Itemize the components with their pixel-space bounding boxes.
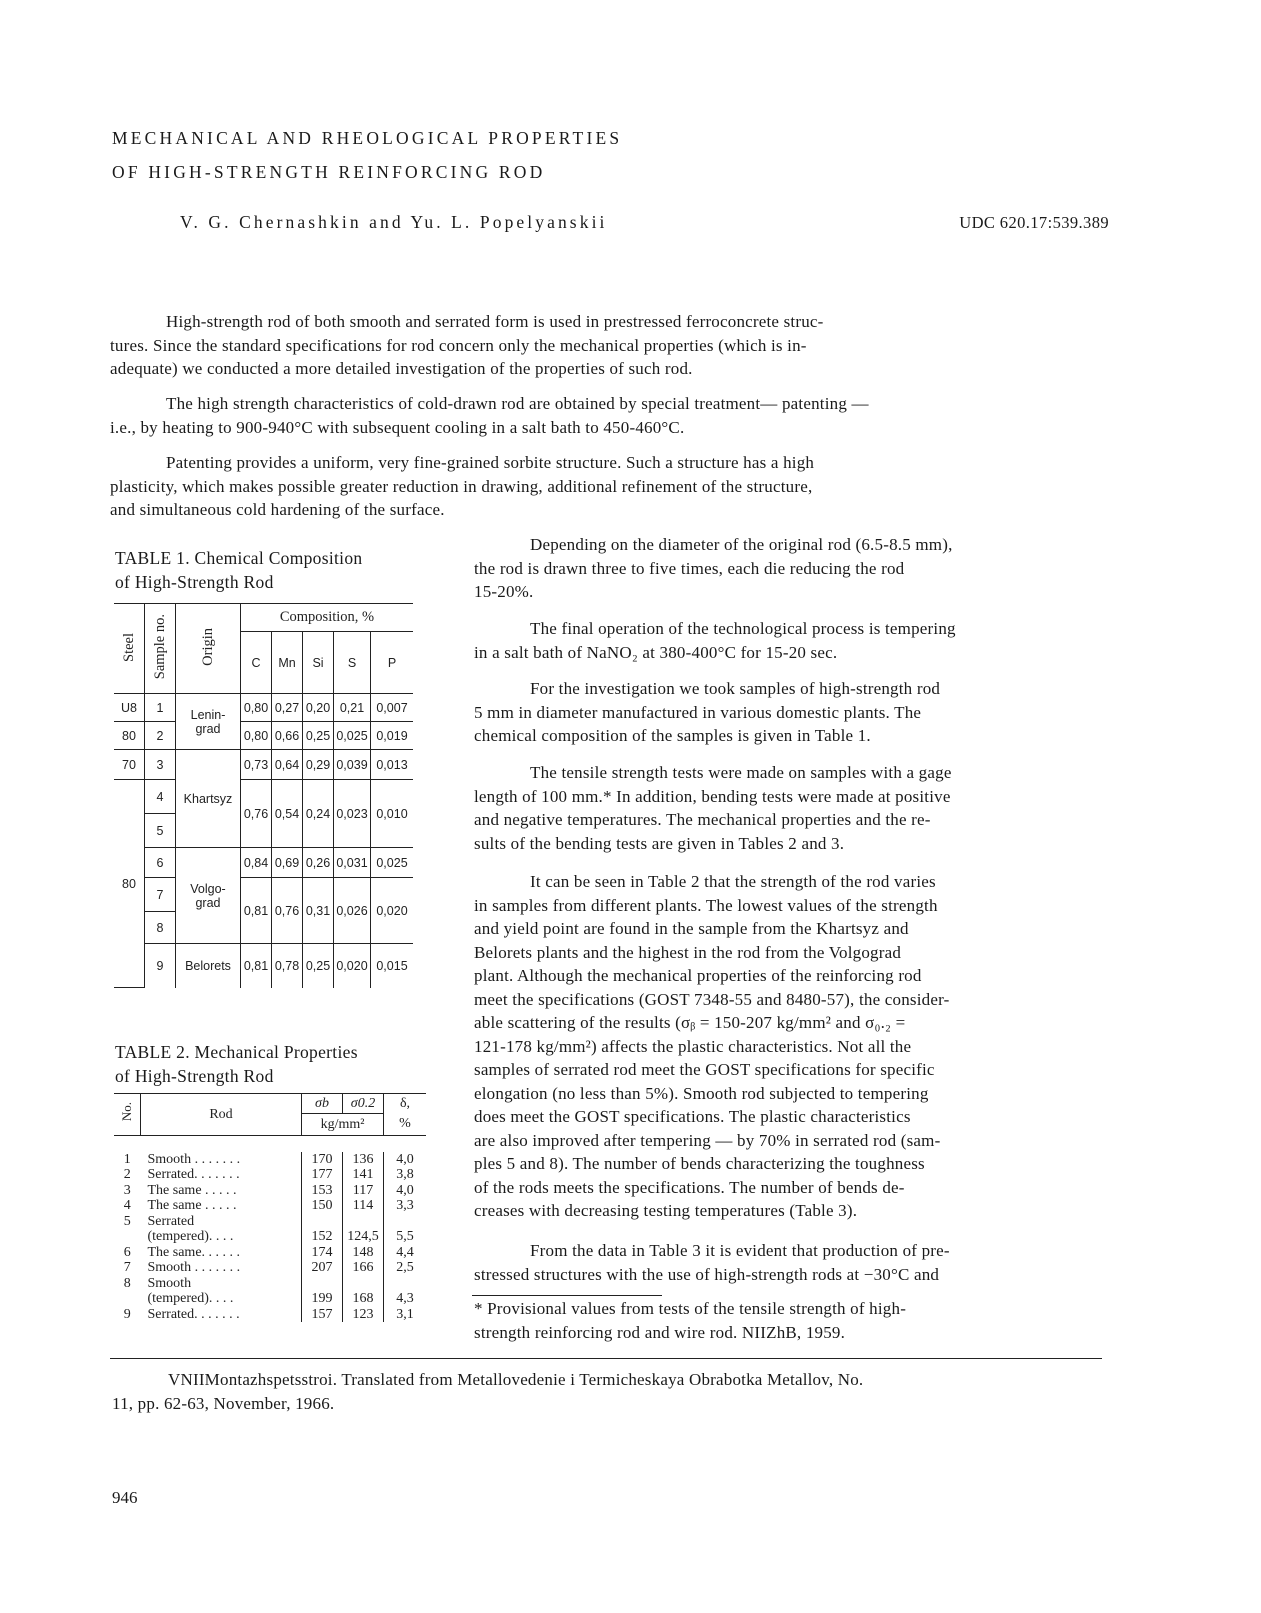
row-number: [114, 1291, 141, 1307]
row-number: 3: [123, 1182, 131, 1198]
origin-cell: Lenin- grad: [176, 694, 241, 750]
page-number: 946: [112, 1488, 138, 1507]
table-row: [114, 1183, 426, 1199]
text-line: in a salt bath of NaNO₂ at 380-400°C for 15-20 sec.: [474, 642, 838, 662]
origin-cell: Khartsyz: [176, 750, 241, 848]
value-cell: 0,025: [334, 722, 371, 750]
sigma-b-value: [302, 1214, 343, 1230]
value-cell: 0,013: [371, 750, 414, 780]
table1-caption: [115, 546, 362, 594]
value-cell: 0,019: [371, 722, 414, 750]
text-line: chemical composition of the samples is given in Table 1.: [474, 726, 871, 745]
sigma-b-value: 207: [302, 1260, 343, 1276]
text-line: stressed structures with the use of high-strength rods at −30°C and: [474, 1264, 940, 1284]
text-line: 15-20%.: [474, 582, 534, 601]
text-line: sults of the bending tests are given in Tables 2 and 3.: [474, 833, 845, 853]
value-cell: 0,010: [371, 780, 414, 848]
text-line: The final operation of the technological process is tempering: [530, 619, 956, 638]
sample-cell: 9: [145, 944, 176, 988]
rod-type: The same . . . . .: [147, 1182, 237, 1198]
text-line: VNIIMontazhspetsstroi. Translated from Metallovedenie i Termicheskaya Obrabotka Metallov, No.: [168, 1370, 864, 1389]
value-cell: 0,76: [241, 780, 272, 848]
header-label: Sample no.: [151, 614, 168, 680]
header-p: P: [371, 632, 414, 694]
steel-cell: 80: [114, 780, 145, 988]
delta-value: [384, 1276, 427, 1292]
sigma-b-value: 150: [302, 1198, 343, 1214]
text-line: * Provisional values from tests of the tensile strength of high-: [474, 1299, 907, 1318]
table-row: [114, 1245, 426, 1261]
delta-value: 4,0: [384, 1152, 427, 1168]
sigma-02-value: 168: [343, 1291, 384, 1307]
sample-cell: 3: [145, 750, 176, 780]
value-cell: 0,020: [334, 944, 371, 988]
sigma-02-value: 114: [343, 1198, 384, 1214]
table2: [114, 1093, 426, 1322]
value-cell: 0,015: [371, 944, 414, 988]
caption-line: TABLE 2. Mechanical Properties: [115, 1042, 358, 1062]
sigma-02-value: 136: [343, 1152, 384, 1168]
value-cell: 0,026: [334, 878, 371, 944]
rod-type: The same. . . . . .: [147, 1244, 241, 1260]
table-row: [114, 1307, 426, 1323]
header-sigma-b: σb: [302, 1094, 343, 1114]
intro-paragraph-3: [110, 451, 1098, 522]
sample-cell: 8: [145, 912, 176, 944]
sigma-b-value: 170: [302, 1152, 343, 1168]
title-line-1: MECHANICAL AND RHEOLOGICAL PROPERTIES: [112, 128, 623, 148]
separator-rule: [110, 1358, 1102, 1359]
right-paragraph-3: [474, 677, 1104, 748]
value-cell: 0,020: [371, 878, 414, 944]
text-line: For the investigation we took samples of high-strength rod: [530, 679, 941, 698]
row-number: 6: [123, 1244, 131, 1260]
value-cell: 0,25: [303, 944, 334, 988]
table-row: [114, 1167, 426, 1183]
text-line: From the data in Table 3 it is evident that production of pre-: [530, 1241, 950, 1260]
caption-line: of High-Strength Rod: [115, 1066, 274, 1086]
sigma-b-value: [302, 1276, 343, 1292]
sample-cell: 1: [145, 694, 176, 722]
text-line: ples 5 and 8). The number of bends characterizing the toughness: [474, 1154, 925, 1173]
value-cell: 0,27: [272, 694, 303, 722]
table-row: [114, 1276, 426, 1292]
header-label: Steel: [120, 632, 137, 662]
text-line: does meet the GOST specifications. The plastic characteristics: [474, 1107, 911, 1126]
right-paragraph-5: [474, 870, 1104, 1223]
sigma-02-value: [343, 1214, 384, 1230]
sigma-02-value: [343, 1276, 384, 1292]
caption-line: TABLE 1. Chemical Composition: [115, 548, 363, 568]
text-line: strength reinforcing rod and wire rod. NIIZhB, 1959.: [474, 1322, 846, 1342]
title-line-2: OF HIGH-STRENGTH REINFORCING ROD: [112, 162, 546, 182]
delta-value: 4,4: [384, 1245, 427, 1261]
rod-type: Serrated. . . . . . .: [147, 1306, 240, 1322]
row-number: [114, 1229, 141, 1245]
value-cell: 0,25: [303, 722, 334, 750]
header-steel: [114, 604, 145, 694]
delta-value: 4,3: [384, 1291, 427, 1307]
row-number: 2: [123, 1167, 131, 1182]
sigma-02-value: 141: [343, 1167, 384, 1183]
table-row: [114, 1152, 426, 1168]
value-cell: 0,81: [241, 878, 272, 944]
table-row: [114, 1229, 426, 1245]
value-cell: 0,26: [303, 848, 334, 878]
intro-paragraph-1: [110, 310, 1098, 381]
sigma-b-value: 152: [302, 1229, 343, 1245]
value-cell: 0,80: [241, 694, 272, 722]
value-cell: 0,039: [334, 750, 371, 780]
value-cell: 0,73: [241, 750, 272, 780]
text-line: elongation (no less than 5%). Smooth rod subjected to tempering: [474, 1083, 929, 1103]
sample-cell: 2: [145, 722, 176, 750]
sample-cell: 4: [145, 780, 176, 814]
text-line: the rod is drawn three to five times, each die reducing the rod: [474, 558, 905, 578]
header-sigma-02: σ0.2: [343, 1094, 384, 1114]
rod-type: Serrated: [147, 1213, 195, 1229]
value-cell: 0,031: [334, 848, 371, 878]
text-line: samples of serrated rod meet the GOST specifications for specific: [474, 1060, 935, 1079]
sigma-02-value: 123: [343, 1307, 384, 1323]
source-note: [112, 1368, 1102, 1415]
header-no: [114, 1094, 141, 1136]
text-line: The high strength characteristics of cold-drawn rod are obtained by special treatment— patenting —: [166, 394, 869, 413]
value-cell: 0,29: [303, 750, 334, 780]
rod-type: Smooth . . . . . . .: [147, 1151, 241, 1167]
value-cell: 0,023: [334, 780, 371, 848]
table2-body: [114, 1152, 426, 1323]
value-cell: 0,66: [272, 722, 303, 750]
text-line: Depending on the diameter of the original rod (6.5-8.5 mm),: [530, 535, 953, 554]
value-cell: 0,84: [241, 848, 272, 878]
rod-type: (tempered). . . .: [147, 1291, 234, 1306]
value-cell: 0,54: [272, 780, 303, 848]
sigma-02-value: 166: [343, 1260, 384, 1276]
text-line: in samples from different plants. The lowest values of the strength: [474, 895, 938, 915]
table-row: [114, 1198, 426, 1214]
origin-cell: Volgo- grad: [176, 848, 241, 944]
value-cell: 0,76: [272, 878, 303, 944]
header-rod: Rod: [141, 1094, 302, 1136]
row-number: 1: [123, 1151, 131, 1167]
row-number: 5: [123, 1213, 131, 1229]
sigma-b-value: 177: [302, 1167, 343, 1183]
footnote-rule: [472, 1295, 662, 1296]
text-line: Patenting provides a uniform, very fine-grained sorbite structure. Such a structure has a high: [166, 453, 815, 472]
value-cell: 0,007: [371, 694, 414, 722]
delta-value: 5,5: [384, 1229, 427, 1245]
origin-cell: Belorets: [176, 944, 241, 988]
row-number: 7: [123, 1260, 131, 1275]
text-line: i.e., by heating to 900-940°C with subsequent cooling in a salt bath to 450-460°C.: [110, 417, 685, 437]
sigma-b-value: 199: [302, 1291, 343, 1307]
text-line: creases with decreasing testing temperatures (Table 3).: [474, 1201, 858, 1220]
value-cell: 0,78: [272, 944, 303, 988]
value-cell: 0,21: [334, 694, 371, 722]
text-line: adequate) we conducted a more detailed investigation of the properties of such rod.: [110, 359, 693, 378]
rod-type: Serrated. . . . . . .: [147, 1167, 240, 1182]
caption-line: of High-Strength Rod: [115, 572, 274, 592]
value-cell: 0,64: [272, 750, 303, 780]
sigma-02-value: 117: [343, 1183, 384, 1199]
steel-cell: U8: [114, 694, 145, 722]
table-row: [114, 1214, 426, 1230]
header-si: Si: [303, 632, 334, 694]
text-line: and negative temperatures. The mechanical properties and the re-: [474, 810, 931, 829]
delta-value: 3,8: [384, 1167, 427, 1183]
text-line: High-strength rod of both smooth and serrated form is used in prestressed ferroconcrete struc-: [166, 312, 824, 331]
value-cell: 0,20: [303, 694, 334, 722]
right-paragraph-2: [474, 617, 1104, 664]
text-line: length of 100 mm.* In addition, bending tests were made at positive: [474, 786, 951, 806]
table1: [114, 603, 413, 988]
header-delta: δ,: [384, 1094, 427, 1114]
row-number: 8: [123, 1275, 131, 1291]
table-row: [114, 1291, 426, 1307]
value-cell: 0,81: [241, 944, 272, 988]
text-line: and yield point are found in the sample from the Khartsyz and: [474, 919, 909, 938]
header-c: C: [241, 632, 272, 694]
delta-value: 3,3: [384, 1198, 427, 1214]
delta-value: 2,5: [384, 1260, 427, 1276]
text-line: are also improved after tempering — by 70% in serrated rod (sam-: [474, 1130, 941, 1150]
sample-cell: 7: [145, 878, 176, 912]
text-line: plant. Although the mechanical properties of the reinforcing rod: [474, 966, 922, 985]
sample-cell: 6: [145, 848, 176, 878]
text-line: The tensile strength tests were made on samples with a gage: [530, 763, 952, 782]
value-cell: 0,24: [303, 780, 334, 848]
value-cell: 0,80: [241, 722, 272, 750]
right-paragraph-1: [474, 533, 1104, 604]
text-line: plasticity, which makes possible greater reduction in drawing, additional refinement of the structure,: [110, 476, 813, 496]
sigma-b-value: 157: [302, 1307, 343, 1323]
delta-value: 3,1: [384, 1307, 427, 1323]
value-cell: 0,025: [371, 848, 414, 878]
row-number: 4: [123, 1198, 131, 1213]
footnote: [474, 1297, 1074, 1344]
steel-cell: 70: [114, 750, 145, 780]
row-number: 9: [123, 1306, 131, 1322]
header-units-percent: %: [384, 1114, 427, 1136]
header-composition: Composition, %: [241, 604, 414, 632]
rod-type: Smooth: [147, 1275, 192, 1291]
text-line: and simultaneous cold hardening of the surface.: [110, 500, 445, 519]
table2-caption: [115, 1040, 358, 1088]
value-cell: 0,69: [272, 848, 303, 878]
intro-paragraph-2: [110, 392, 1098, 439]
authors: V. G. Chernashkin and Yu. L. Popelyanskii: [180, 212, 608, 232]
header-s: S: [334, 632, 371, 694]
spacer: [114, 1136, 426, 1152]
rod-type: Smooth . . . . . . .: [147, 1260, 241, 1275]
text-line: able scattering of the results (σᵦ = 150-207 kg/mm² and σ₀.₂ =: [474, 1013, 906, 1032]
text-line: It can be seen in Table 2 that the strength of the rod varies: [530, 872, 936, 891]
text-line: 11, pp. 62-63, November, 1966.: [112, 1393, 335, 1413]
delta-value: [384, 1214, 427, 1230]
right-paragraph-4: [474, 761, 1110, 855]
sigma-b-value: 174: [302, 1245, 343, 1261]
header-mn: Mn: [272, 632, 303, 694]
right-paragraph-6: [474, 1239, 1104, 1286]
steel-cell: 80: [114, 722, 145, 750]
value-cell: 0,31: [303, 878, 334, 944]
rod-type: (tempered). . . .: [147, 1229, 234, 1244]
header-sample: [145, 604, 176, 694]
text-line: 121-178 kg/mm²) affects the plastic characteristics. Not all the: [474, 1036, 912, 1056]
text-line: Belorets plants and the highest in the rod from the Volgograd: [474, 942, 902, 962]
header-origin: [176, 604, 241, 694]
header-label: Origin: [199, 628, 216, 666]
sigma-02-value: 124,5: [343, 1229, 384, 1245]
text-line: 5 mm in diameter manufactured in various domestic plants. The: [474, 702, 922, 722]
text-line: meet the specifications (GOST 7348-55 and 8480-57), the consider-: [474, 989, 950, 1009]
header-label: No.: [119, 1102, 134, 1122]
sigma-02-value: 148: [343, 1245, 384, 1261]
rod-type: The same . . . . .: [147, 1198, 237, 1213]
table-row: [114, 1260, 426, 1276]
sigma-b-value: 153: [302, 1183, 343, 1199]
sample-cell: 5: [145, 814, 176, 848]
text-line: of the rods meets the specifications. The number of bends de-: [474, 1177, 905, 1197]
udc-code: UDC 620.17:539.389: [959, 213, 1109, 232]
text-line: tures. Since the standard specifications for rod concern only the mechanical properties (which is in-: [110, 335, 807, 355]
delta-value: 4,0: [384, 1183, 427, 1199]
header-units-kg: kg/mm²: [302, 1114, 384, 1136]
